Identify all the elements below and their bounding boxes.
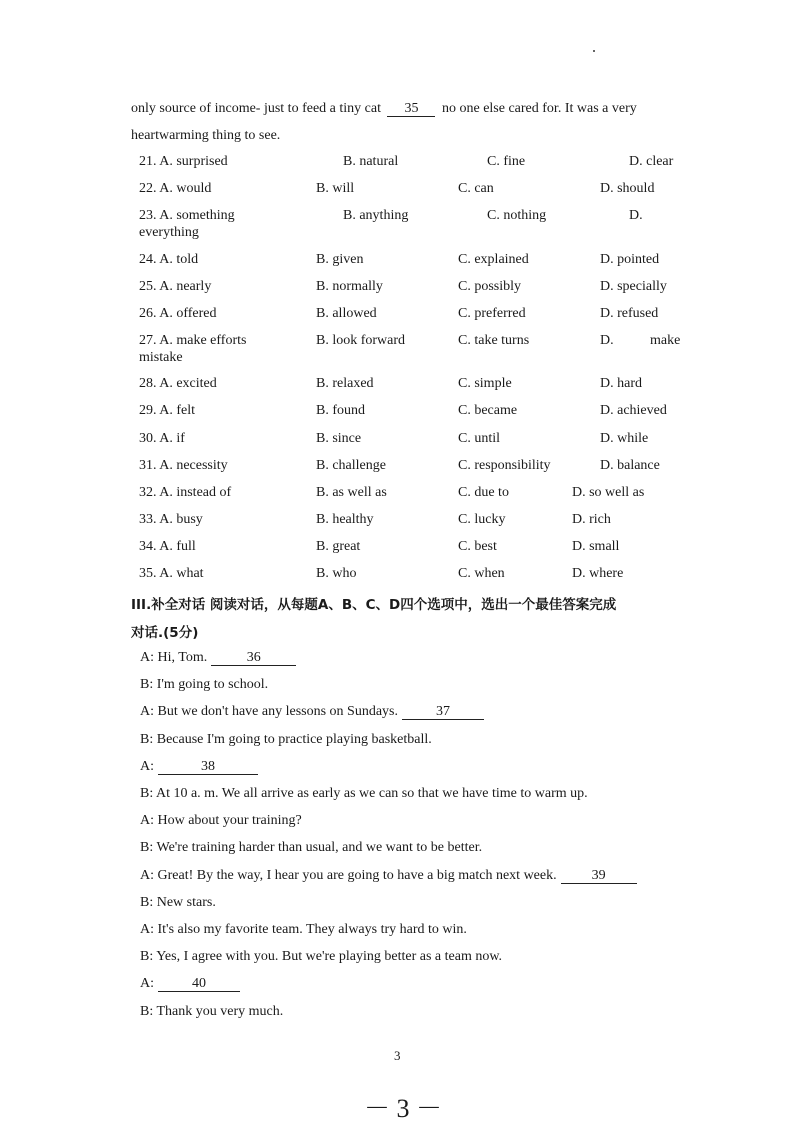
option-c: C. possibly	[458, 279, 522, 294]
intro-text-before: only source of income- just to feed a tiny cat	[131, 101, 381, 116]
intro-line-1	[131, 101, 637, 117]
option-d: D. clear	[629, 154, 674, 169]
dialogue-text: B: At 10 a. m. We all arrive as early as we can so that we have time to warm up.	[140, 786, 588, 801]
dialogue-text: B: We're training harder than usual, and we want to be better.	[140, 840, 483, 855]
option-d: D. achieved	[600, 403, 667, 418]
option-d: D. where	[572, 566, 624, 581]
option-a: 33. A. busy	[139, 512, 203, 527]
dialogue-line	[140, 840, 482, 856]
option-c: C. lucky	[458, 512, 506, 527]
dialogue-line	[140, 650, 296, 666]
section-3-heading-cont: 对话.(5分)	[131, 625, 199, 641]
section-3-heading: III.补全对话 阅读对话，从每题A、B、C、D四个选项中，选出一个最佳答案完成	[131, 597, 617, 613]
dialogue-text: A:	[140, 759, 154, 774]
option-c: C. explained	[458, 252, 529, 267]
dialogue-line	[140, 895, 216, 911]
option-c: C. take turns	[458, 333, 530, 348]
option-b: B. will	[316, 181, 355, 196]
intro-line-2: heartwarming thing to see.	[131, 128, 281, 143]
option-a: 30. A. if	[139, 431, 185, 446]
dialogue-line	[140, 1004, 283, 1020]
option-a: 23. A. something	[139, 208, 235, 223]
option-b: B. healthy	[316, 512, 374, 527]
option-b: B. challenge	[316, 458, 386, 473]
dialogue-line	[140, 786, 588, 802]
option-a: 25. A. nearly	[139, 279, 212, 294]
dialogue-line	[140, 704, 484, 720]
option-d: D. while	[600, 431, 649, 446]
option-b: B. given	[316, 252, 364, 267]
dialogue-text: A: Great! By the way, I hear you are going to have a big match next week.	[140, 868, 557, 883]
dialogue-text: B: I'm going to school.	[140, 677, 269, 692]
dialogue-text: B: Because I'm going to practice playing basketball.	[140, 732, 432, 747]
option-a: 29. A. felt	[139, 403, 195, 418]
option-d: D. rich	[572, 512, 611, 527]
option-d: D. balance	[600, 458, 660, 473]
dialogue-line	[140, 677, 268, 693]
answer-blank-39[interactable]: 39	[561, 868, 637, 884]
option-d: D.	[600, 333, 614, 348]
option-wrap: mistake	[139, 350, 183, 365]
option-a: 34. A. full	[139, 539, 196, 554]
blank-35: 35	[387, 101, 435, 117]
option-b: B. great	[316, 539, 361, 554]
option-b: B. anything	[343, 208, 409, 223]
option-c: C. preferred	[458, 306, 526, 321]
option-b: B. look forward	[316, 333, 406, 348]
option-a: 35. A. what	[139, 566, 204, 581]
option-c: C. fine	[487, 154, 526, 169]
option-a: 28. A. excited	[139, 376, 217, 391]
intro-text-after: no one else cared for. It was a very	[441, 101, 637, 116]
option-b: B. found	[316, 403, 365, 418]
dialogue-line	[140, 868, 637, 884]
option-wrap: everything	[139, 225, 199, 240]
option-d: D. so well as	[572, 485, 645, 500]
option-c: C. due to	[458, 485, 509, 500]
option-b: B. allowed	[316, 306, 377, 321]
option-c: C. can	[458, 181, 494, 196]
option-c: C. best	[458, 539, 497, 554]
dialogue-line	[140, 976, 240, 992]
option-d: D. pointed	[600, 252, 660, 267]
dialogue-line	[140, 813, 302, 829]
dialogue-line	[140, 732, 432, 748]
option-c: C. responsibility	[458, 458, 551, 473]
answer-blank-40[interactable]: 40	[158, 976, 240, 992]
option-c: C. nothing	[487, 208, 547, 223]
page-label: － 3 －	[364, 1094, 443, 1123]
dialogue-text: A: Hi, Tom.	[140, 650, 208, 665]
option-b: B. since	[316, 431, 362, 446]
option-a: 26. A. offered	[139, 306, 217, 321]
option-c: C. until	[458, 431, 501, 446]
option-d: D. should	[600, 181, 655, 196]
option-b: B. normally	[316, 279, 383, 294]
option-b: B. who	[316, 566, 357, 581]
dialogue-text: B: Yes, I agree with you. But we're playing better as a team now.	[140, 949, 503, 964]
option-a: 22. A. would	[139, 181, 212, 196]
option-a: 32. A. instead of	[139, 485, 232, 500]
dialogue-text: A: It's also my favorite team. They always try hard to win.	[140, 922, 467, 937]
dialogue-text: B: New stars.	[140, 895, 216, 910]
option-b: B. relaxed	[316, 376, 374, 391]
dialogue-text: A:	[140, 976, 154, 991]
page-number: 3	[394, 1048, 401, 1063]
option-d: D. hard	[600, 376, 642, 391]
option-c: C. when	[458, 566, 505, 581]
dialogue-text: A: But we don't have any lessons on Sundays.	[140, 704, 399, 719]
option-d-cont: make	[650, 333, 681, 348]
option-d: D.	[629, 208, 643, 223]
option-c: C. became	[458, 403, 518, 418]
option-a: 31. A. necessity	[139, 458, 228, 473]
option-c: C. simple	[458, 376, 512, 391]
answer-blank-38[interactable]: 38	[158, 759, 258, 775]
option-a: 21. A. surprised	[139, 154, 228, 169]
option-b: B. natural	[343, 154, 399, 169]
option-d: D. refused	[600, 306, 659, 321]
answer-blank-36[interactable]: 36	[211, 650, 296, 666]
scan-speck	[593, 50, 595, 52]
dialogue-text: B: Thank you very much.	[140, 1004, 284, 1019]
dialogue-text: A: How about your training?	[140, 813, 302, 828]
option-a: 24. A. told	[139, 252, 199, 267]
option-a: 27. A. make efforts	[139, 333, 247, 348]
dialogue-line	[140, 759, 258, 775]
answer-blank-37[interactable]: 37	[402, 704, 484, 720]
option-d: D. small	[572, 539, 620, 554]
option-d: D. specially	[600, 279, 667, 294]
option-b: B. as well as	[316, 485, 387, 500]
dialogue-line	[140, 922, 467, 938]
dialogue-line	[140, 949, 502, 965]
